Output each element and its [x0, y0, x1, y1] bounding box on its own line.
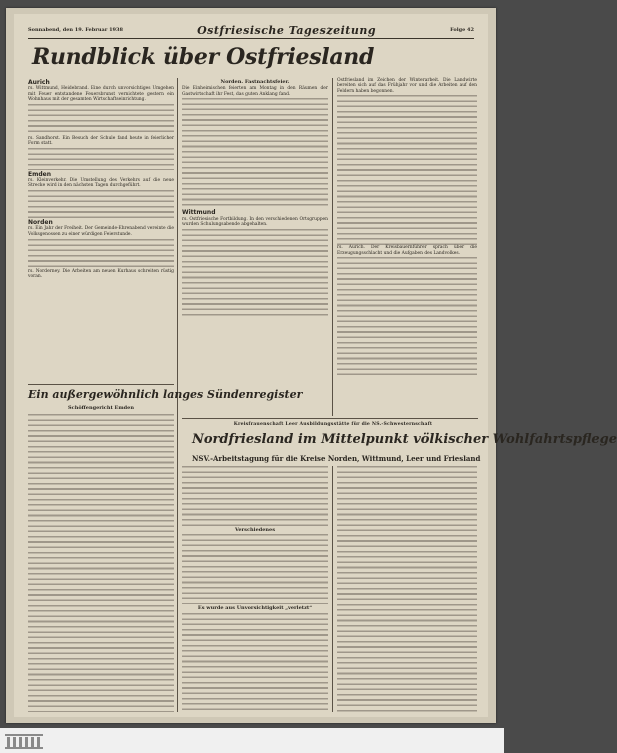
section-subheading: Schöffengericht Emden — [68, 405, 134, 411]
text-block — [337, 95, 477, 245]
masthead — [28, 22, 474, 39]
column-rule — [332, 466, 333, 712]
main-headline: Rundblick über Ostfriesland — [32, 44, 375, 70]
viewer-footer — [0, 728, 504, 753]
section-wittmund: Wittmund — [182, 209, 216, 217]
right-column-bottom — [337, 466, 477, 712]
paper-title: Ostfriesische Tageszeitung — [197, 23, 377, 37]
banner-headline: Nordfriesland im Mittelpunkt völkischer Wohlfahrtspflege — [192, 432, 617, 447]
banner-kicker: Kreisfrauenschaft Leer Ausbildungsstätte für die NS.-Schwesternschaft — [233, 422, 433, 427]
article-heading: Verschiedenes — [234, 527, 276, 533]
left-column-top — [28, 78, 174, 334]
article-text: Die Einheimischen feierten am Montag in den Räumen der Gastwirtschaft ihr Fest, das guten Anklang fand. — [182, 86, 328, 97]
middle-column-top — [182, 78, 328, 416]
article-text: Ostfriesland im Zeichen der Winterarbeit. Die Landwirte bereiten sich auf das Frühjahr vor und die Arbeiten auf den Feldern haben begonnen. — [337, 78, 477, 94]
section-heading: Ein außergewöhnlich langes Sündenregister — [28, 388, 303, 401]
banner-subheadline: NSV.-Arbeitstagung für die Kreise Norden, Wittmund, Leer und Friesland — [192, 454, 481, 463]
page-number: Folge 42 — [450, 27, 474, 33]
text-block — [337, 257, 477, 377]
left-column-bottom — [28, 414, 174, 712]
article-text: rs. Ostfriesische Fortbildung. In den verschiedenen Ortsgruppen wurden Schulungsabende abgehalten. — [182, 216, 328, 227]
issue-date: Sonnabend, den 19. Februar 1938 — [28, 27, 123, 33]
section-emden: Emden — [28, 170, 51, 178]
newspaper-page — [14, 14, 617, 717]
article-text: rs. Wittmund, Heidebrand. Eine durch unvorsichtiges Umgehen mit Feuer entstandene Feuersbrunst vernichtete gestern ein Wohnhaus mit der gesamten Wirtschaftseinrichtung. — [28, 86, 174, 102]
text-block — [182, 98, 328, 208]
section-aurich: Aurich — [28, 79, 50, 86]
article-text: rs. Kleinverkehr. Die Umstellung des Verkehrs auf die neue Strecke wird in den nächsten Tagen durchgeführt. — [28, 178, 174, 189]
scan-frame — [6, 8, 617, 723]
text-block — [182, 229, 328, 319]
section-rule — [28, 384, 174, 385]
section-subheading-wrap — [28, 404, 174, 412]
banner-rule-top — [182, 418, 478, 419]
article-heading: Es wurde aus Unvorsichtigkeit „verletzt“ — [197, 605, 313, 612]
section-norden: Norden — [28, 219, 53, 227]
text-block — [182, 534, 328, 604]
column-rule — [332, 78, 333, 416]
middle-column-bottom — [182, 466, 328, 712]
article-text: rs. Sandhorst. Ein Besuch der Schule fand heute in feierlicher Form statt. — [28, 135, 174, 146]
text-block — [28, 414, 174, 712]
article-text: rs. Aurich. Der Kreisbauernführer sprach über die Erzeugungsschlacht und die Aufgaben des Landvolkes. — [337, 245, 477, 256]
article-heading: Norden. Fastnachtsfeier. — [220, 79, 290, 85]
text-block — [28, 239, 174, 269]
text-block — [337, 466, 477, 712]
library-logo-icon — [4, 731, 44, 750]
text-block — [182, 613, 328, 713]
text-block — [28, 104, 174, 136]
text-block — [28, 190, 174, 218]
article-text: rs. Ein Jahr der Freiheit. Der Gemeinde-Ehrenabend vereinte die Volksgenossen zu einer würdigen Feierstunde. — [28, 226, 174, 237]
article-text: rs. Norderney. Die Arbeiten am neuen Kurhaus schreiten rüstig voran. — [28, 268, 174, 279]
right-column-top — [337, 78, 477, 416]
text-block — [182, 466, 328, 526]
text-block — [28, 148, 174, 170]
